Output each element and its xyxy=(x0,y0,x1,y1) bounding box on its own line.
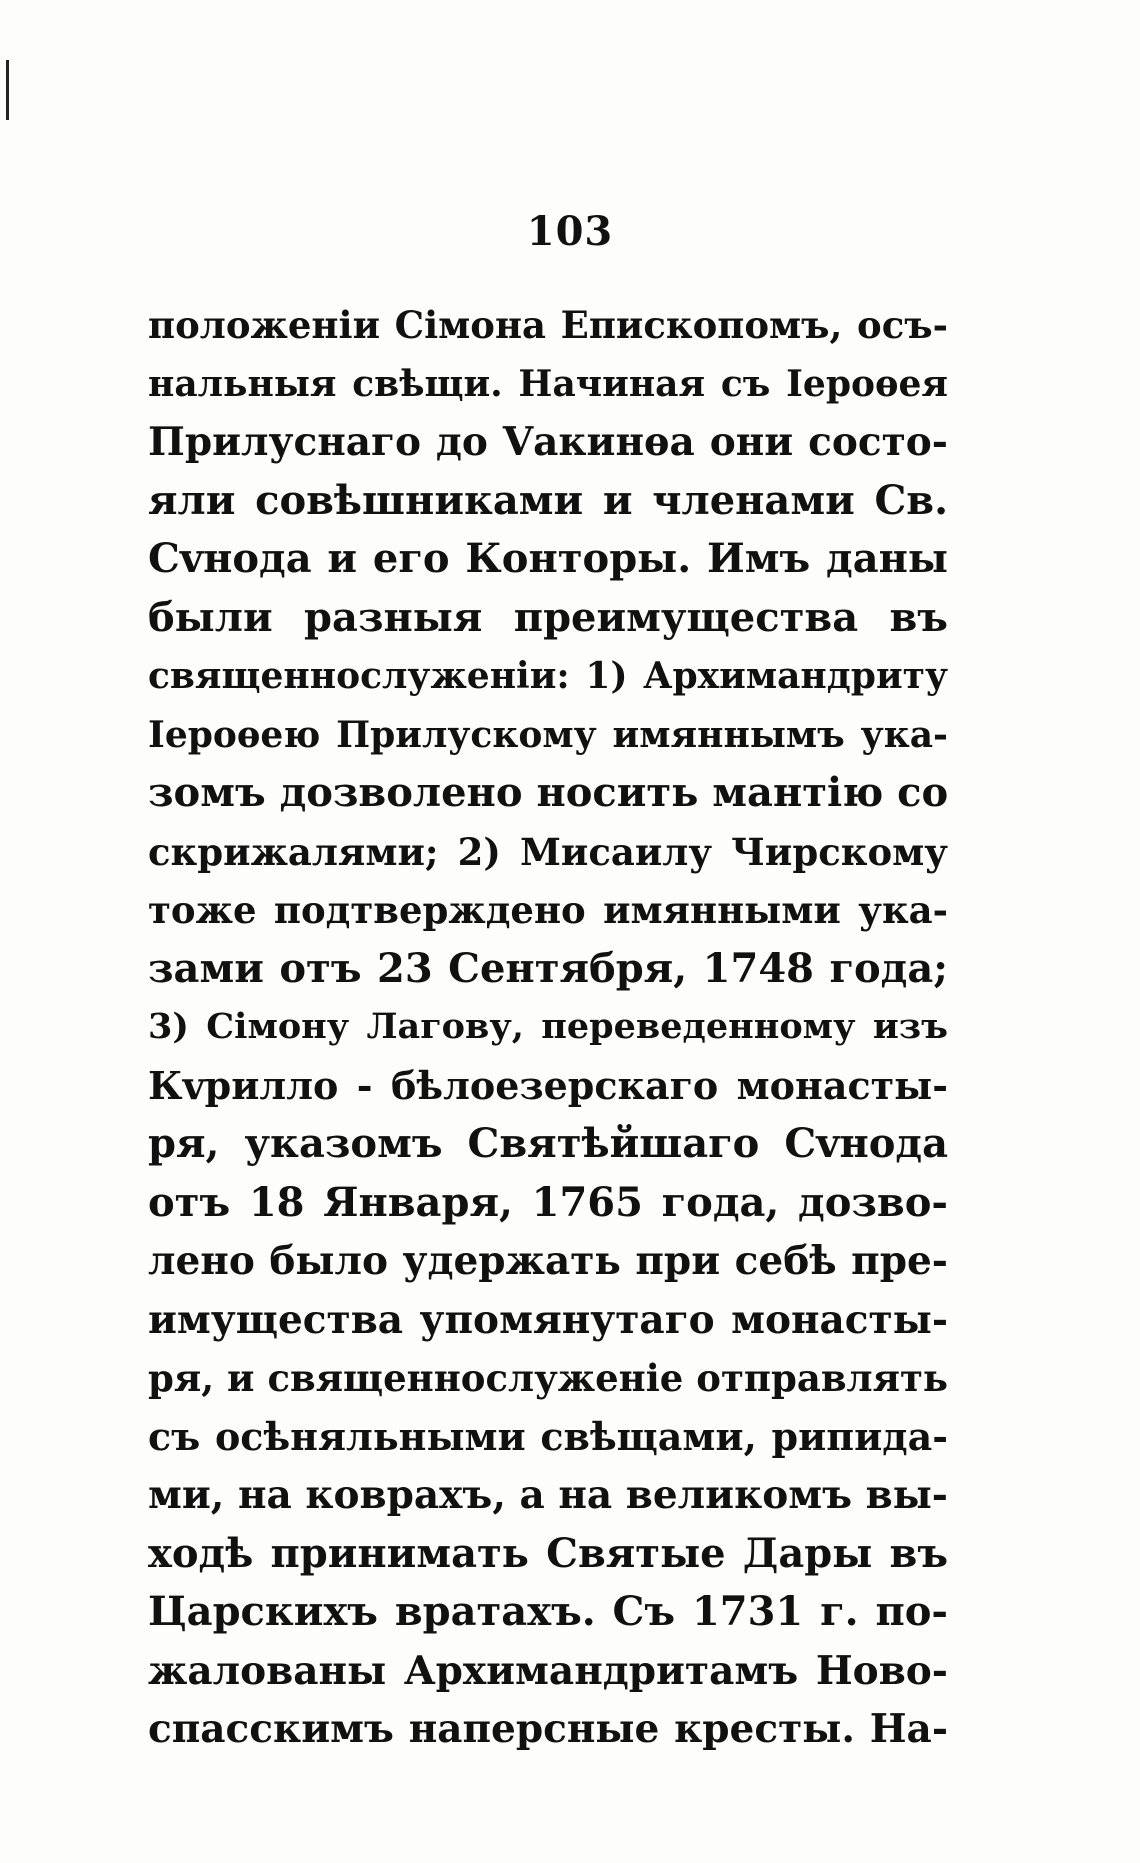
text-line: ми, на коврахъ, а на великомъ вы- xyxy=(148,1472,948,1518)
page-number: 103 xyxy=(526,208,614,255)
text-line: Прилуснаго до Vакинѳа они состо- xyxy=(148,419,948,465)
text-line: ходѣ принимать Святые Дары въ xyxy=(148,1529,948,1577)
text-line: были разныя преимущества въ xyxy=(148,593,948,641)
text-line: ря, указомъ Святѣйшаго Сvнода xyxy=(148,1120,948,1167)
text-line: Царскихъ вратахъ. Съ 1731 г. по- xyxy=(148,1588,948,1635)
scan-edge-mark xyxy=(6,60,9,120)
text-line: лено было удержать при себѣ пре- xyxy=(148,1238,948,1284)
text-line: яли совѣшниками и членами Св. xyxy=(148,476,948,524)
text-line: Iероѳею Прилускому имяннымъ ука- xyxy=(148,713,948,756)
text-line: зомъ дозволено носить мантiю со xyxy=(148,769,949,816)
text-line: спасскимъ наперсные кресты. На- xyxy=(148,1706,948,1752)
text-line: съ осѣняльными свѣщами, рипида- xyxy=(148,1413,948,1459)
text-line: отъ 18 Января, 1765 года, дозво- xyxy=(148,1178,948,1226)
text-line: положенiи Сiмона Епископомъ, осъ- xyxy=(148,303,948,347)
text-line: тоже подтверждено имянными ука- xyxy=(148,888,948,932)
text-line: 3) Сiмону Лагову, переведенному изъ xyxy=(148,1006,948,1047)
text-line: Кvрилло - бѣлоезерскаго монасты- xyxy=(148,1062,948,1108)
text-line: имущества упомянутаго монасты- xyxy=(148,1296,948,1343)
text-line: Сvнода и его Конторы. Имъ даны xyxy=(148,535,948,582)
text-line: зами отъ 23 Сентября, 1748 года; xyxy=(148,944,948,992)
text-line: ря, и священнослуженiе отправлять xyxy=(148,1356,948,1400)
text-line: жалованы Архимандритамъ Ново- xyxy=(148,1647,948,1694)
body-text xyxy=(148,296,948,1759)
text-line: священнослуженiи: 1) Архимандриту xyxy=(148,655,948,697)
text-line: нальныя свѣщи. Начиная съ Iероѳея xyxy=(148,362,948,405)
text-line: скрижалями; 2) Мисаилу Чирскому xyxy=(148,829,948,874)
